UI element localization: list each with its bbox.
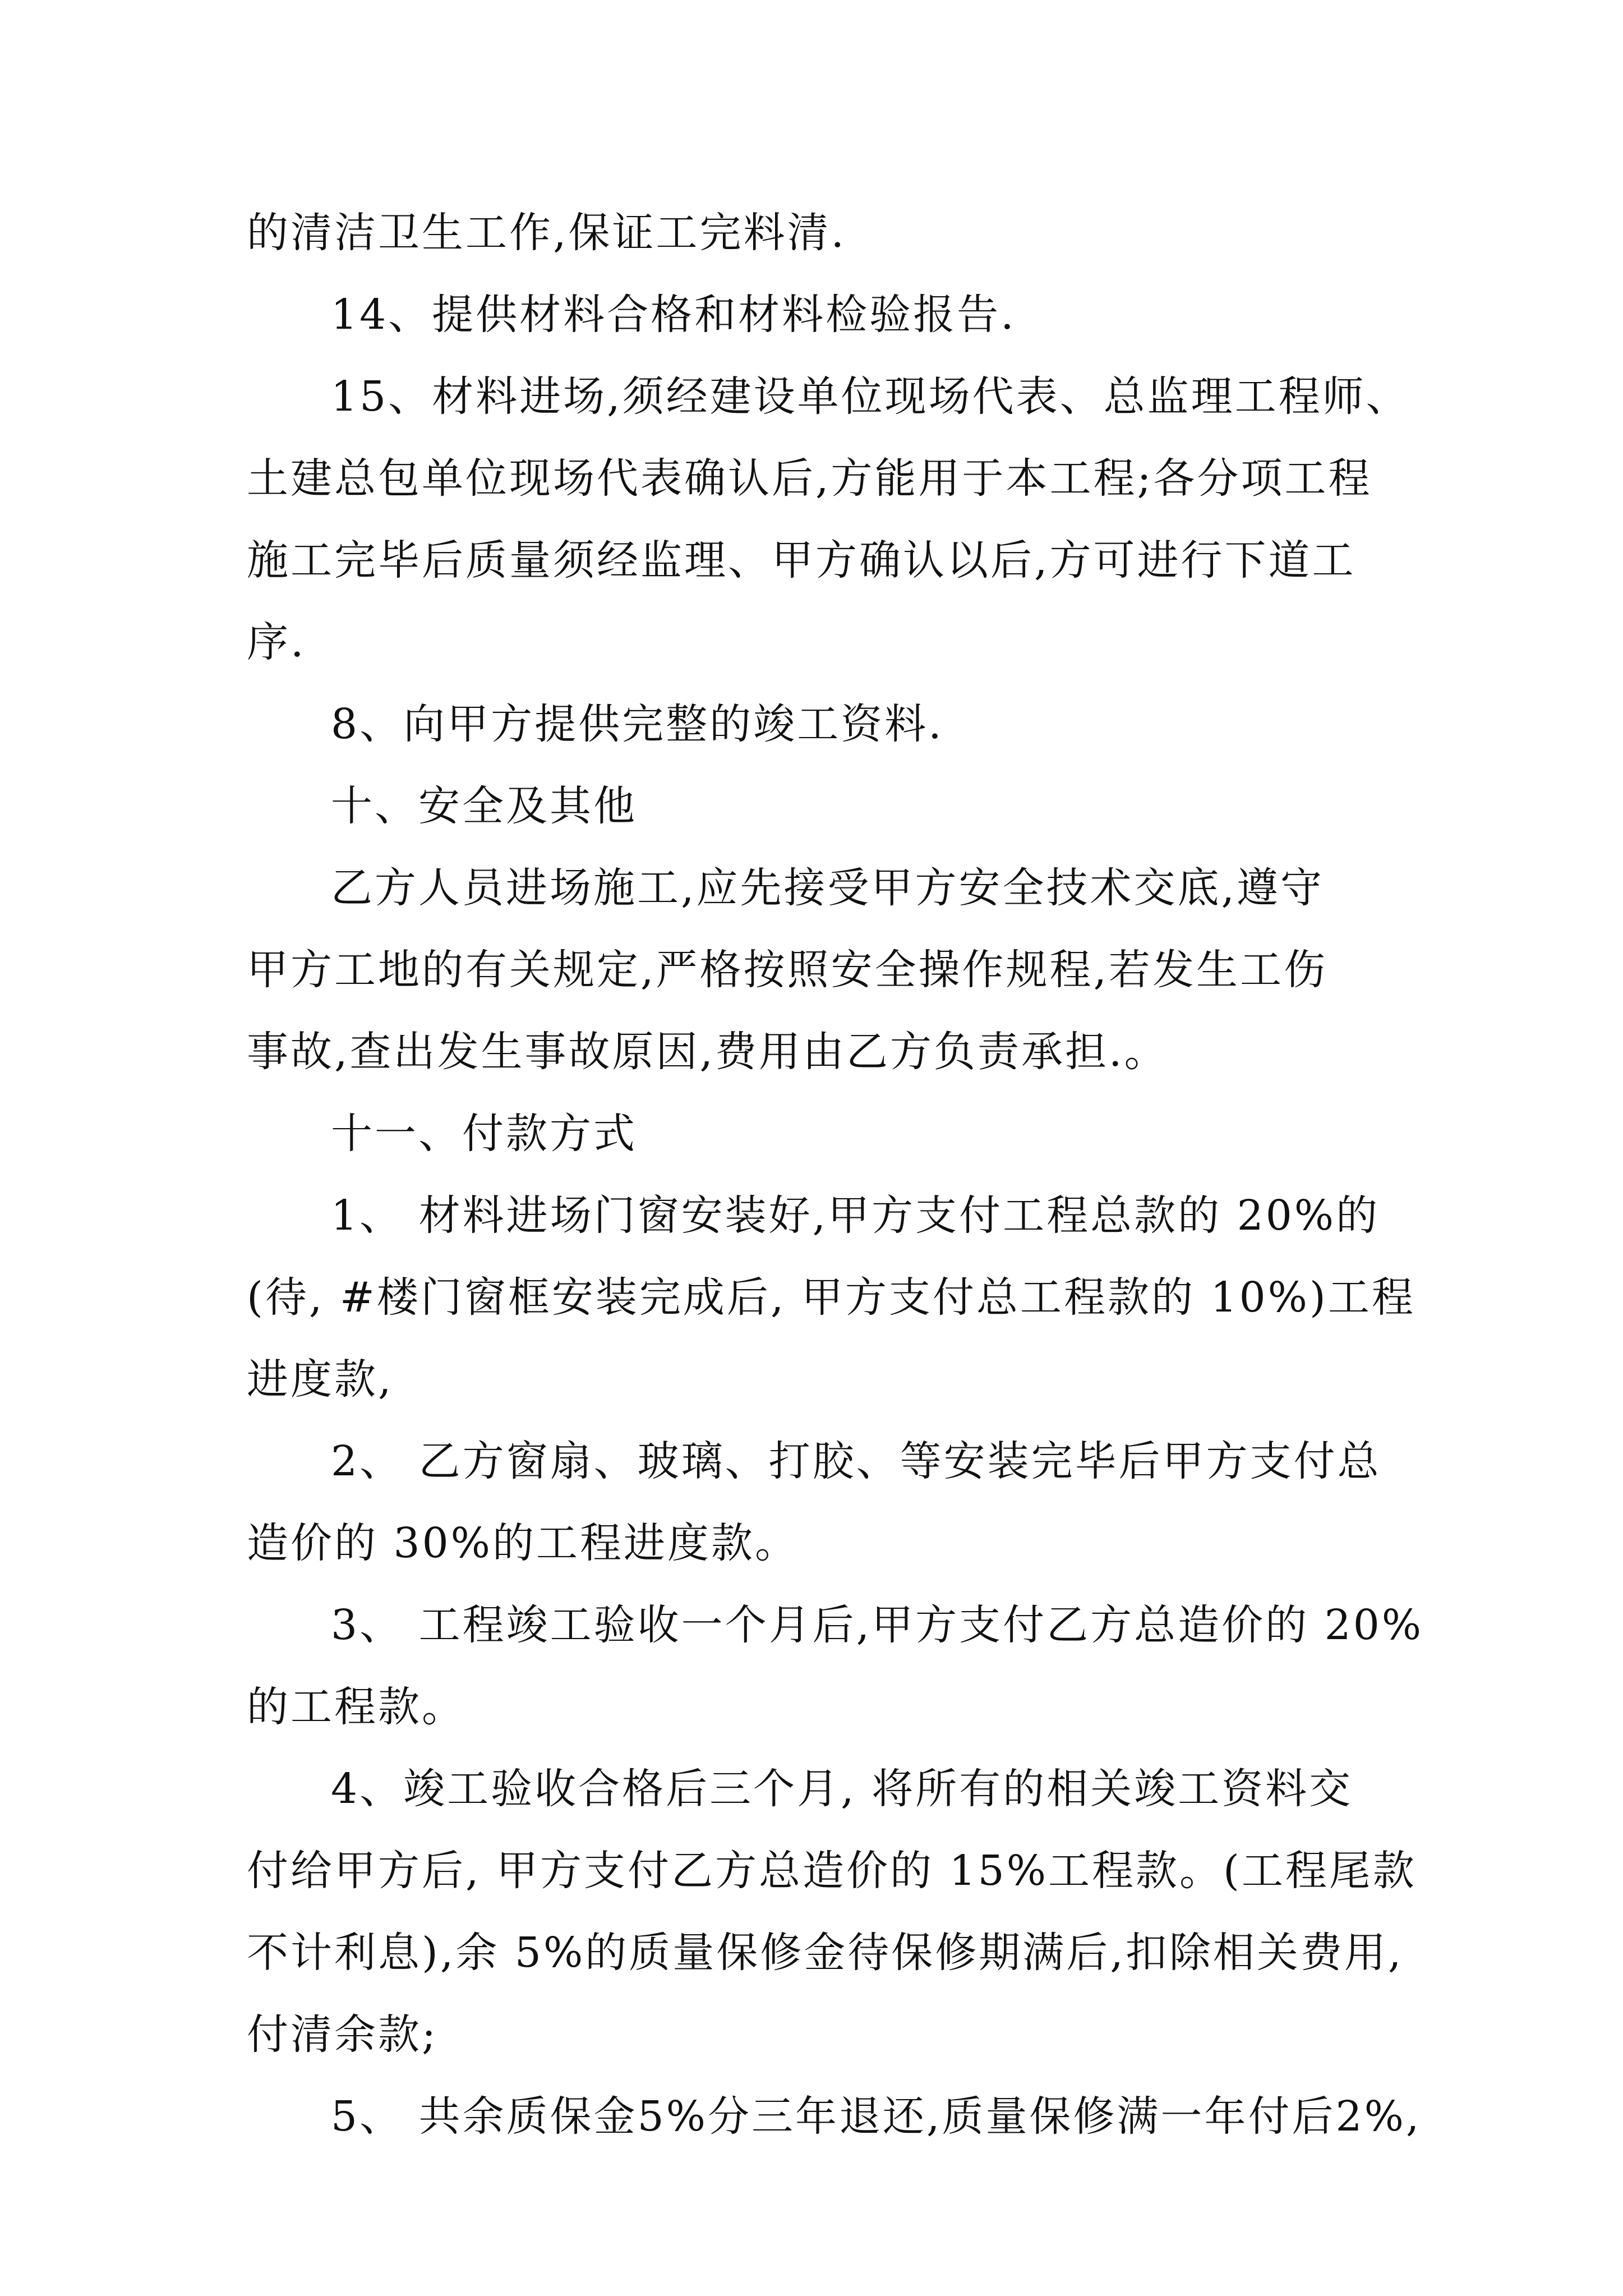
section-heading: 十一、付款方式 bbox=[331, 1110, 637, 1158]
paragraph-line: (待, #楼门窗框安装完成后, 甲方支付总工程款的 10%)工程 bbox=[247, 1273, 1415, 1322]
paragraph-line: 4、竣工验收合格后三个月, 将所有的相关竣工资料交 bbox=[331, 1765, 1353, 1813]
paragraph-line: 不计利息),余 5%的质量保修金待保修期满后,扣除相关费用, bbox=[247, 1929, 1404, 1977]
paragraph-line: 15、材料进场,须经建设单位现场代表、总监理工程师、 bbox=[331, 372, 1410, 421]
paragraph-line: 进度款, bbox=[247, 1355, 394, 1404]
section-heading: 十、安全及其他 bbox=[331, 782, 637, 830]
paragraph-line: 土建总包单位现场代表确认后,方能用于本工程;各分项工程 bbox=[247, 454, 1372, 503]
paragraph-line: 造价的 30%的工程进度款。 bbox=[247, 1519, 799, 1567]
paragraph-line: 乙方人员进场施工,应先接受甲方安全技术交底,遵守 bbox=[331, 864, 1325, 912]
paragraph-line: 付清余款; bbox=[247, 2010, 438, 2059]
paragraph-line: 付给甲方后, 甲方支付乙方总造价的 15%工程款。(工程尾款 bbox=[247, 1847, 1417, 1895]
paragraph-line: 3、 工程竣工验收一个月后,甲方支付乙方总造价的 20% bbox=[331, 1601, 1424, 1649]
paragraph-line: 5、 共余质保金5%分三年退还,质量保修满一年付后2%, bbox=[331, 2092, 1422, 2141]
paragraph-line: 的工程款。 bbox=[247, 1683, 465, 1731]
paragraph-line: 序. bbox=[247, 618, 306, 666]
paragraph-line: 8、向甲方提供完整的竣工资料. bbox=[331, 700, 944, 748]
paragraph-line: 甲方工地的有关规定,严格按照安全操作规程,若发生工伤 bbox=[247, 946, 1328, 994]
paragraph-line: 事故,查出发生事故原因,费用由乙方负责承担.。 bbox=[247, 1028, 1168, 1076]
paragraph-line: 1、 材料进场门窗安装好,甲方支付工程总款的 20%的 bbox=[331, 1191, 1380, 1240]
paragraph-line: 2、 乙方窗扇、玻璃、打胶、等安装完毕后甲方支付总 bbox=[331, 1437, 1381, 1485]
paragraph-line: 的清洁卫生工作,保证工完料清. bbox=[247, 209, 847, 257]
paragraph-line: 14、提供材料合格和材料检验报告. bbox=[331, 291, 1016, 339]
document-page bbox=[247, 208, 1424, 2173]
paragraph-line: 施工完毕后质量须经监理、甲方确认以后,方可进行下道工 bbox=[247, 536, 1356, 585]
